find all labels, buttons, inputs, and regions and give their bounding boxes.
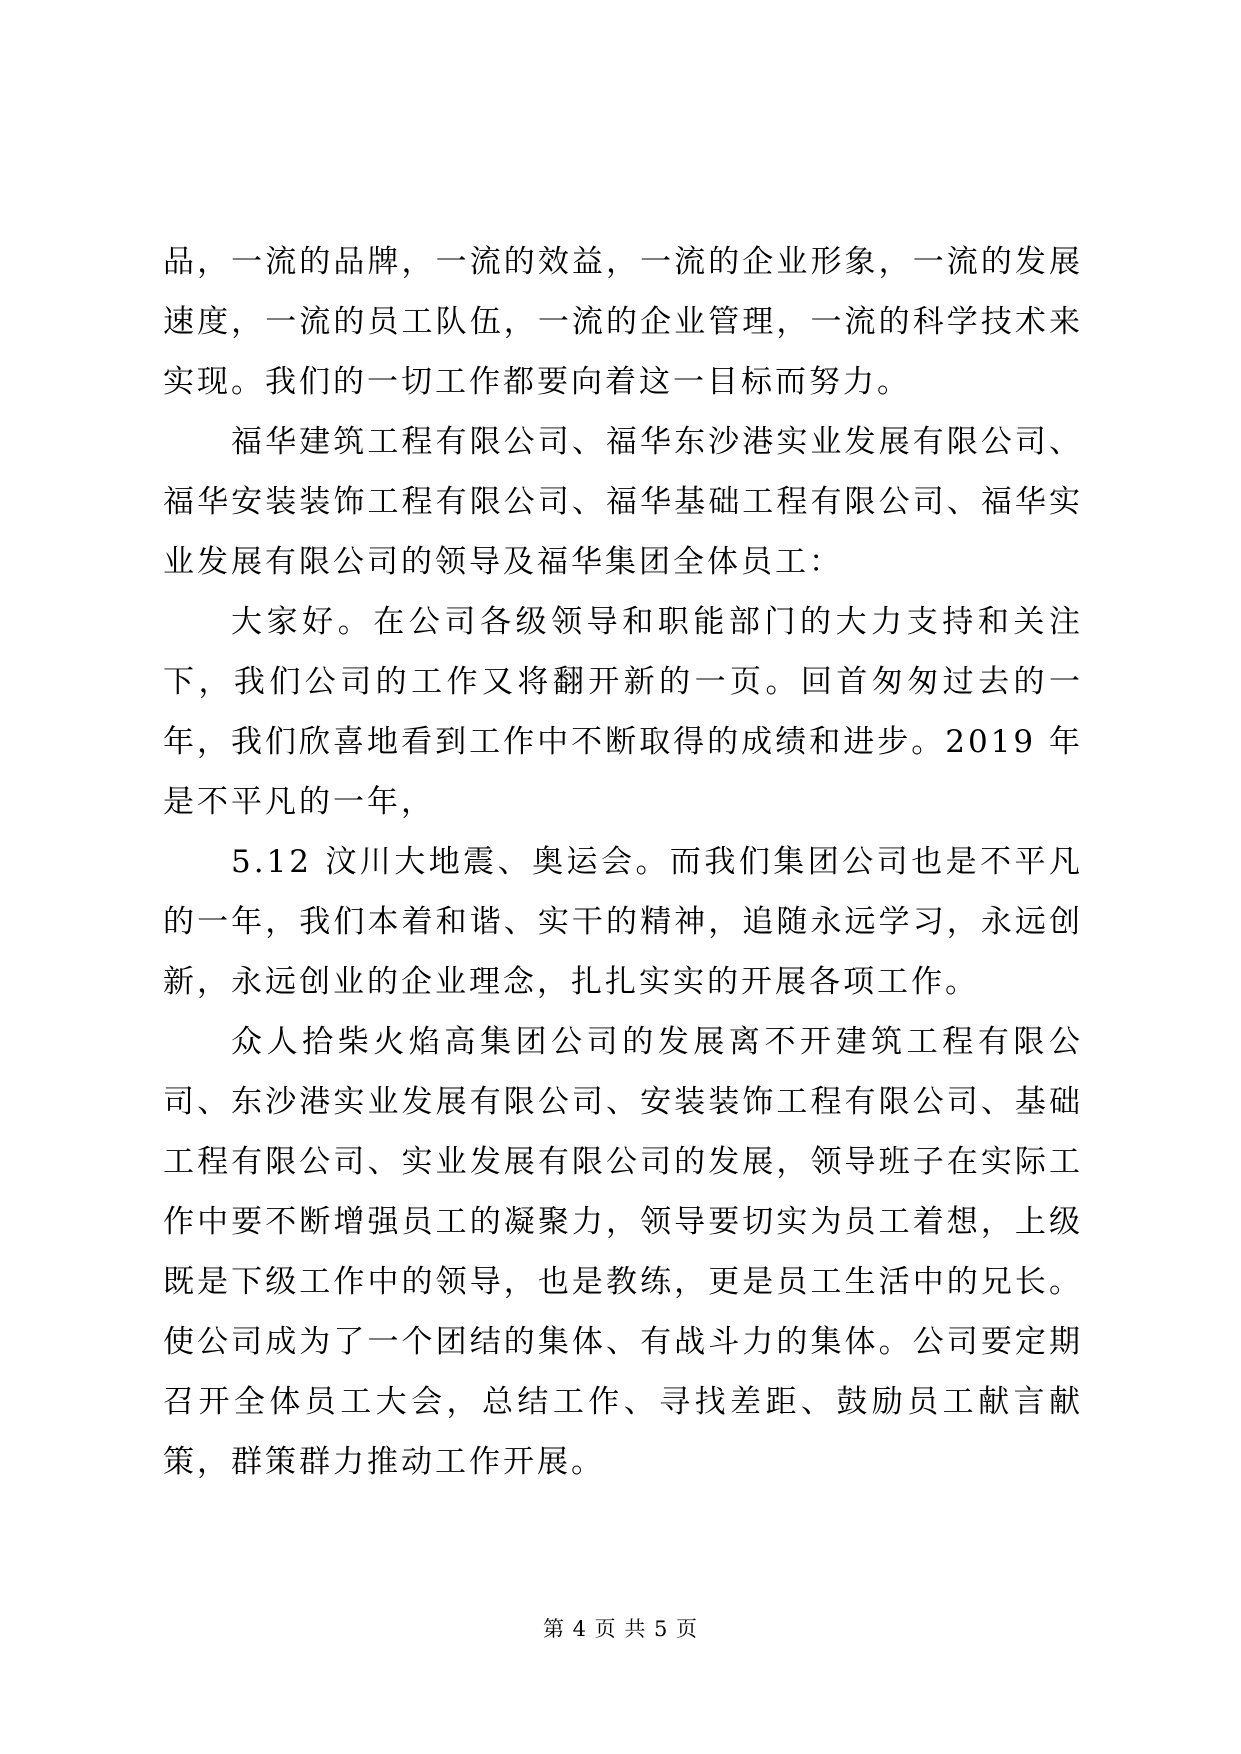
paragraph-greeting: 大家好。在公司各级领导和职能部门的大力支持和关注下，我们公司的工作又将翻开新的一页。回首匆匆过去的一年，我们欣喜地看到工作中不断取得的成绩和进步。2019 年是不平凡的一年，	[163, 604, 1083, 820]
paragraph-salutation: 福华建筑工程有限公司、福华东沙港实业发展有限公司、福华安装装饰工程有限公司、福华基础工程有限公司、福华实业发展有限公司的领导及福华集团全体员工：	[163, 424, 1083, 580]
paragraph-team-development: 众人拾柴火焰高集团公司的发展离不开建筑工程有限公司、东沙港实业发展有限公司、安装装饰工程有限公司、基础工程有限公司、实业发展有限公司的发展，领导班子在实际工作中要不断增强员工的凝聚力，领导要切实为员工着想，上级既是下级工作中的领导，也是教练，更是员工生活中的兄长。使公司成为了一个团结的集体、有战斗力的集体。公司要定期召开全体员工大会，总结工作、寻找差距、鼓励员工献言献策，群策群力推动工作开展。	[163, 1024, 1083, 1480]
page-number-footer: 第 4 页 共 5 页	[542, 1617, 699, 1641]
document-body	[163, 232, 1083, 1492]
paragraph-continuation: 品，一流的品牌，一流的效益，一流的企业形象，一流的发展速度，一流的员工队伍，一流的企业管理，一流的科学技术来实现。我们的一切工作都要向着这一目标而努力。	[163, 244, 1083, 400]
paragraph-year-review: 5.12 汶川大地震、奥运会。而我们集团公司也是不平凡的一年，我们本着和谐、实干的精神，追随永远学习，永远创新，永远创业的企业理念，扎扎实实的开展各项工作。	[163, 844, 1083, 1000]
